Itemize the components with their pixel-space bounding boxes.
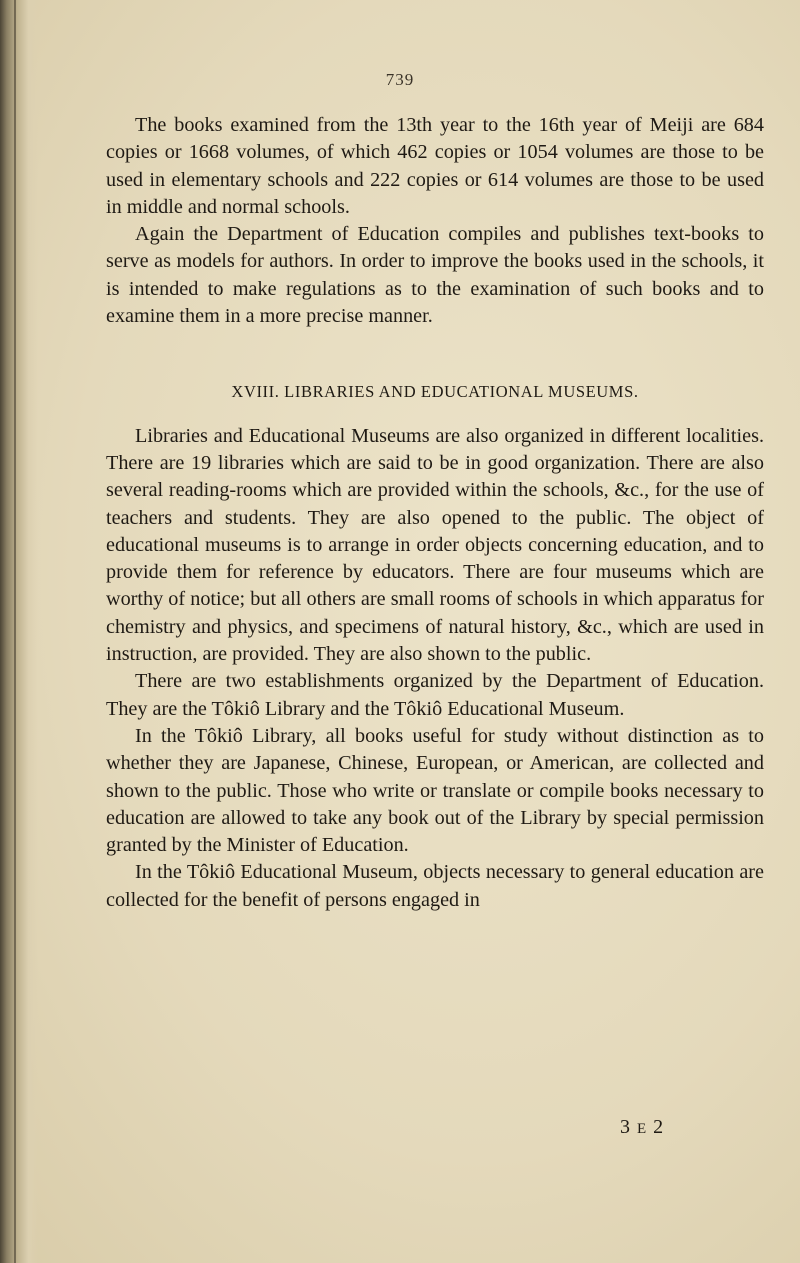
section-heading: XVIII. LIBRARIES AND EDUCATIONAL MUSEUMS.: [231, 382, 639, 402]
signature-number: 3: [620, 1116, 631, 1138]
paragraph-tokio-museum: In the Tôkiô Educational Museum, objects necessary to general education are collected for the benefit of persons engaged in: [106, 861, 764, 911]
binding-edge-line: [14, 0, 16, 1263]
paragraph-libraries-museums: Libraries and Educational Museums are also organized in different localities. There are 19 libraries which are said to be in good organization. There are also several reading-rooms which are provided within the schools, &c., for the use of teachers and students. They are also opened to the public. The object of educational museums is to arrange in order objects concerning education, and to provide them for reference by educators. There are four museums which are worthy of notice; but all others are small rooms of schools in which apparatus for chemistry and physics, and specimens of natural history, &c., which are used in instruction, are provided. They are also shown to the public.: [106, 424, 764, 666]
signature-suffix: 2: [653, 1116, 665, 1138]
paragraph-two-establishments: There are two establishments organized by the Department of Education. They are the Tôkiô Library and the Tôkiô Educational Museum.: [106, 670, 764, 720]
signature-letter: E: [637, 1121, 648, 1137]
binding-gutter-shadow: [0, 0, 38, 1263]
body-text: [106, 112, 764, 914]
page-number: 739: [385, 70, 415, 89]
printer-signature-mark: [620, 1116, 664, 1139]
paragraph-books-examined: The books examined from the 13th year to the 16th year of Meiji are 684 copies or 1668 volumes, of which 462 copies or 1054 volumes are those to be used in elementary schools and 222 copies or 614 volumes are those to be used in middle and normal schools.: [106, 114, 764, 218]
paragraph-department-compiles: Again the Department of Education compiles and publishes text-books to serve as models for authors. In order to improve the books used in the schools, it is intended to make regulations as to the examination of such books and to examine them in a more precise manner.: [106, 223, 764, 328]
paragraph-tokio-library: In the Tôkiô Library, all books useful for study without distinction as to whether they are Japanese, Chinese, European, or American, are collected and shown to the public. Those who write or translate or compile books necessary to education are allowed to take any book out of the Library by special permission granted by the Minister of Education.: [106, 724, 764, 857]
